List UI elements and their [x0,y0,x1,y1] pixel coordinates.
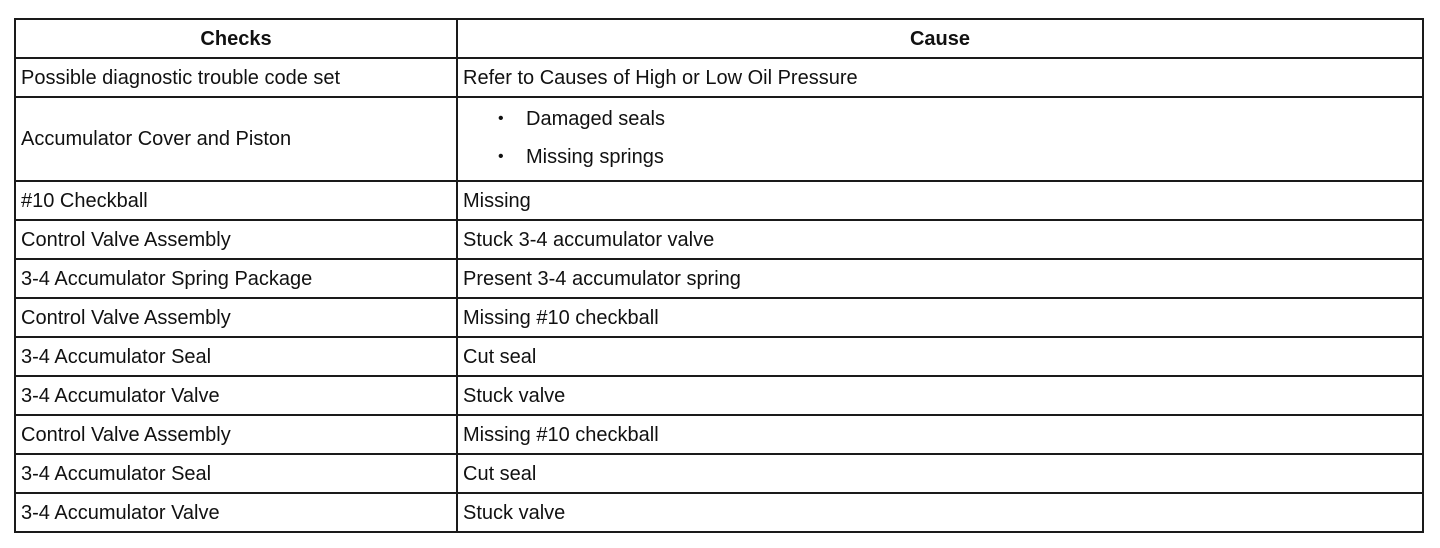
table-row [15,415,1423,454]
check-cell: 3-4 Accumulator Valve [15,376,457,415]
cause-cell: Stuck valve [457,493,1423,532]
diagnostic-table [14,18,1424,533]
table-row [15,259,1423,298]
check-cell: 3-4 Accumulator Seal [15,454,457,493]
check-cell: #10 Checkball [15,181,457,220]
check-cell: Control Valve Assembly [15,298,457,337]
check-cell: Control Valve Assembly [15,220,457,259]
check-cell: 3-4 Accumulator Valve [15,493,457,532]
cause-bullet-list [458,98,1422,180]
cause-column-header: Cause [457,19,1423,58]
table-row [15,376,1423,415]
cause-cell: Present 3-4 accumulator spring [457,259,1423,298]
cause-bullet-item: • Damaged seals [498,100,1422,138]
table-row [15,181,1423,220]
table-header-row [15,19,1423,58]
table-row [15,454,1423,493]
check-cell: Accumulator Cover and Piston [15,97,457,181]
table-row [15,298,1423,337]
table-row [15,337,1423,376]
cause-cell: Refer to Causes of High or Low Oil Pressure [457,58,1423,97]
table-row [15,58,1423,97]
table-row [15,97,1423,181]
cause-cell: Stuck 3-4 accumulator valve [457,220,1423,259]
check-cell: 3-4 Accumulator Spring Package [15,259,457,298]
cause-cell: Cut seal [457,337,1423,376]
cause-bullet-item: • Missing springs [498,138,1422,176]
check-cell: 3-4 Accumulator Seal [15,337,457,376]
table-row [15,493,1423,532]
cause-cell: Stuck valve [457,376,1423,415]
cause-cell: Missing [457,181,1423,220]
cause-cell [457,97,1423,181]
checks-column-header: Checks [15,19,457,58]
table-row [15,220,1423,259]
check-cell: Possible diagnostic trouble code set [15,58,457,97]
check-cell: Control Valve Assembly [15,415,457,454]
cause-cell: Cut seal [457,454,1423,493]
cause-cell: Missing #10 checkball [457,298,1423,337]
cause-cell: Missing #10 checkball [457,415,1423,454]
